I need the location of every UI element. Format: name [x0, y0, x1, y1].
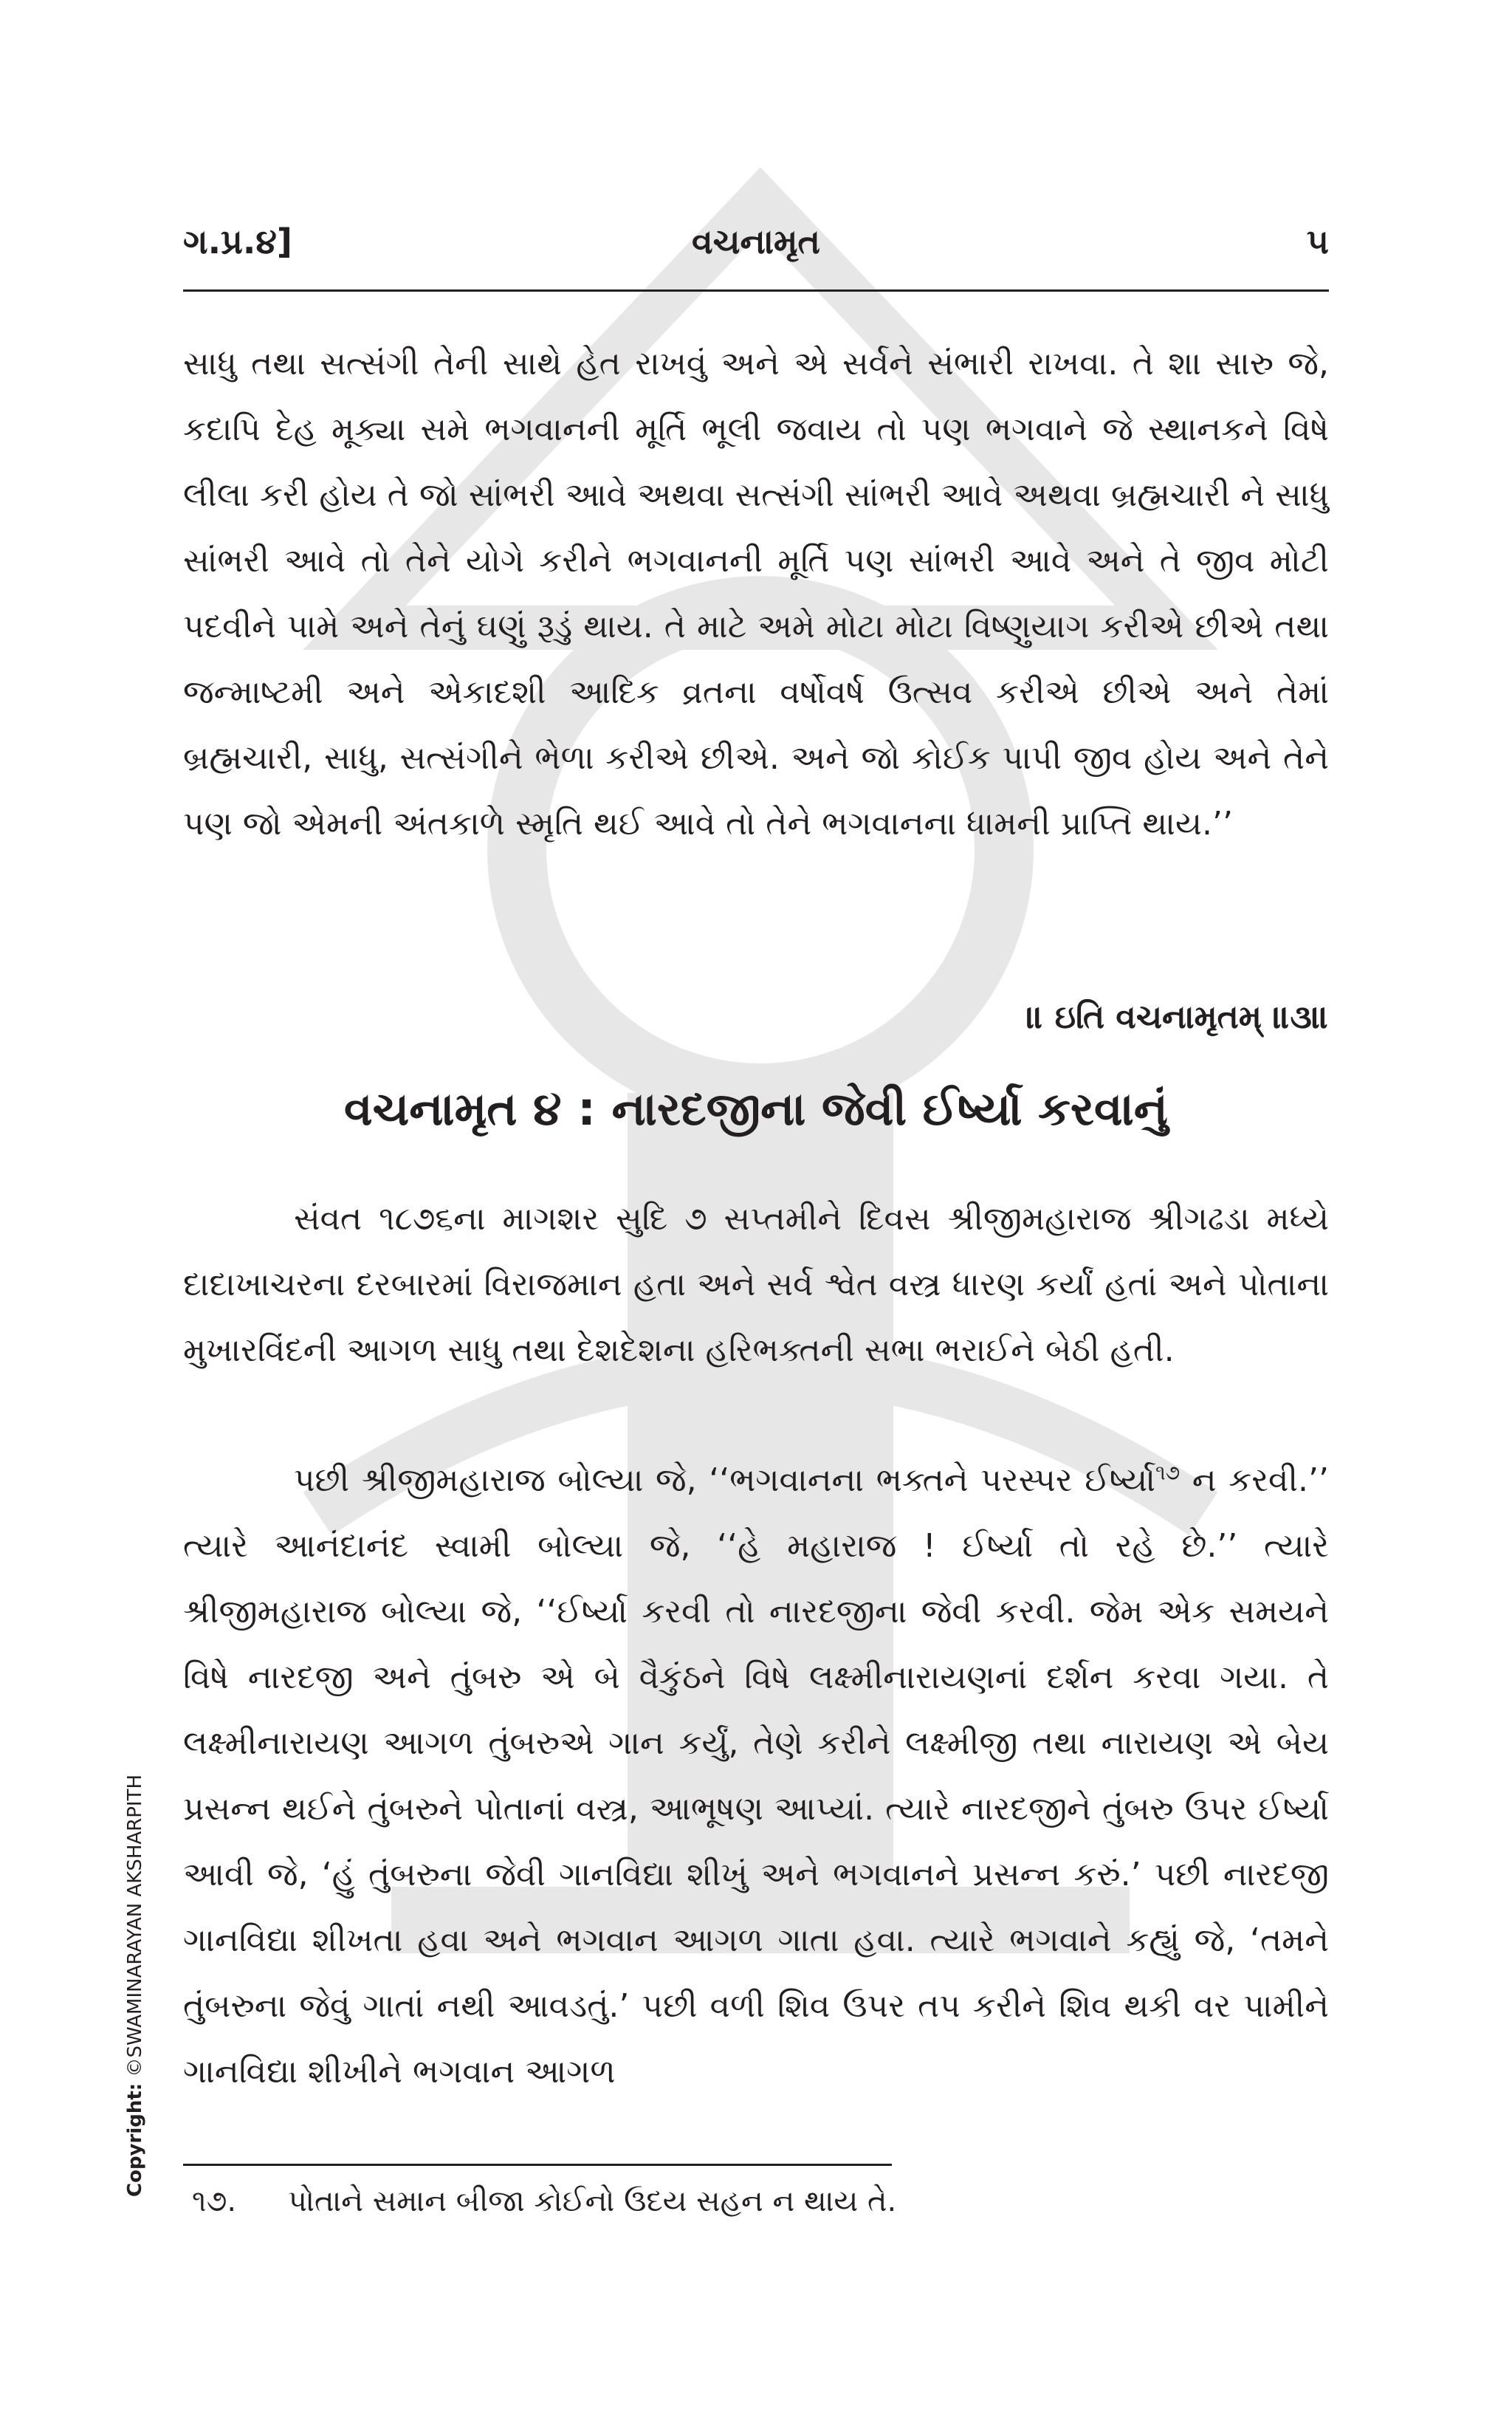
header-section-ref: ગ.પ્ર.૪]	[183, 222, 292, 261]
copyright-label: Copyright:	[124, 2082, 146, 2197]
paragraph-1: સાધુ તથા સત્સંગી તેની સાથે હેત રાખવું અને એ સર્વને સંભારી રાખવા. તે શા સારુ જે, કદાપિ દેહ મૂક્યા સમે ભગવાનની મૂર્તિ ભૂલી જવાય તો પણ ભગવાને જે સ્થાનકને વિષે લીલા કરી હોય તે જો સાંભરી આવે અથવા સત્સંગી સાંભરી આવે અથવા બ્રહ્મચારી ને સાધુ સાંભરી આવે તો તેને યોગે કરીને ભગવાનની મૂર્તિ પણ સાંભરી આવે અને તે જીવ મોટી પદવીને પામે અને તેનું ઘણું રૂડું થાય. તે માટે અમે મોટા મોટા વિષ્ણુયાગ કરીએ છીએ તથા જન્માષ્ટમી અને એકાદશી આદિક વ્રતના વર્ષોવર્ષ ઉત્સવ કરીએ છીએ અને તેમાં બ્રહ્મચારી, સાધુ, સત્સંગીને ભેળા કરીએ છીએ. અને જો કોઈક પાપી જીવ હોય અને તેને પણ જો એમની અંતકાળે સ્મૃતિ થઈ આવે તો તેને ભગવાનના ધામની પ્રાપ્તિ થાય.’’	[183, 345, 1329, 843]
iti-closing: ॥ ઇતિ વચનામૃતમ્ ॥૩॥	[1026, 998, 1329, 1036]
paragraph-2: સંવત ૧૮૭૬ના માગશર સુદિ ૭ સપ્તમીને દિવસ શ્રીજીમહારાજ શ્રીગઢડા મધ્યે દાદાખાચરના દરબારમાં વિરાજમાન હતા અને સર્વ શ્વેત વસ્ત્ર ધારણ કર્યાં હતાં અને પોતાના મુખારવિંદની આગળ સાધુ તથા દેશદેશના હરિભક્તની સભા ભરાઈને બેઠી હતી.	[183, 1200, 1329, 1369]
chapter-heading: વચનામૃત ૪ : નારદજીના જેવી ઈર્ષ્યા કરવાનું	[344, 1082, 1168, 1136]
footnote	[192, 2184, 896, 2218]
header-rule	[183, 289, 1329, 292]
paragraph-3	[183, 1447, 1329, 2105]
paragraph-3-part-a: પછી શ્રીજીમહારાજ બોલ્યા જે, ‘‘ભગવાનના ભક્તને પરસ્પર ઈર્ષ્યા	[294, 1461, 1155, 1499]
page-header	[183, 222, 1329, 281]
header-page-number: ૫	[1306, 222, 1329, 261]
footnote-rule	[183, 2164, 892, 2166]
footnote-number: ૧૭.	[192, 2184, 237, 2218]
header-title: વચનામૃત	[692, 222, 820, 261]
footnote-ref-17[interactable]: ૧૭	[1155, 1460, 1181, 1485]
paragraph-3-part-b: ન કરવી.’’ ત્યારે આનંદાનંદ સ્વામી બોલ્યા જે, ‘‘હે મહારાજ ! ઈર્ષ્યા તો રહે છે.’’ ત્યારે શ્રીજીમહારાજ બોલ્યા જે, ‘‘ઈર્ષ્યા કરવી તો નારદજીના જેવી કરવી. જેમ એક સમયને વિષે નારદજી અને તુંબરુ એ બે વૈકુંઠને વિષે લક્ષ્મીનારાયણનાં દર્શન કરવા ગયા. તે લક્ષ્મીનારાયણ આગળ તુંબરુએ ગાન કર્યું, તેણે કરીને લક્ષ્મીજી તથા નારાયણ એ બેય પ્રસન્ન થઈને તુંબરુને પોતાનાં વસ્ત્ર, આભૂષણ આપ્યાં. ત્યારે નારદજીને તુંબરુ ઉપર ઈર્ષ્યા આવી જે, ‘હું તુંબરુના જેવી ગાનવિદ્યા શીખું અને ભગવાનને પ્રસન્ન કરું.’ પછી નારદજી ગાનવિદ્યા શીખતા હવા અને ભગવાન આગળ ગાતા હવા. ત્યારે ભગવાને કહ્યું જે, ‘તમને તુંબરુના જેવું ગાતાં નથી આવડતું.’ પછી વળી શિવ ઉપર તપ કરીને શિવ થકી વર પામીને ગાનવિદ્યા શીખીને ભગવાન આગળ	[183, 1461, 1329, 2091]
footnote-text: પોતાને સમાન બીજા કોઈનો ઉદય સહન ન થાય તે.	[288, 2184, 897, 2218]
copyright-owner: ©SWAMINARAYAN AKSHARPITH	[124, 1774, 146, 2077]
copyright-notice	[124, 1775, 146, 2197]
